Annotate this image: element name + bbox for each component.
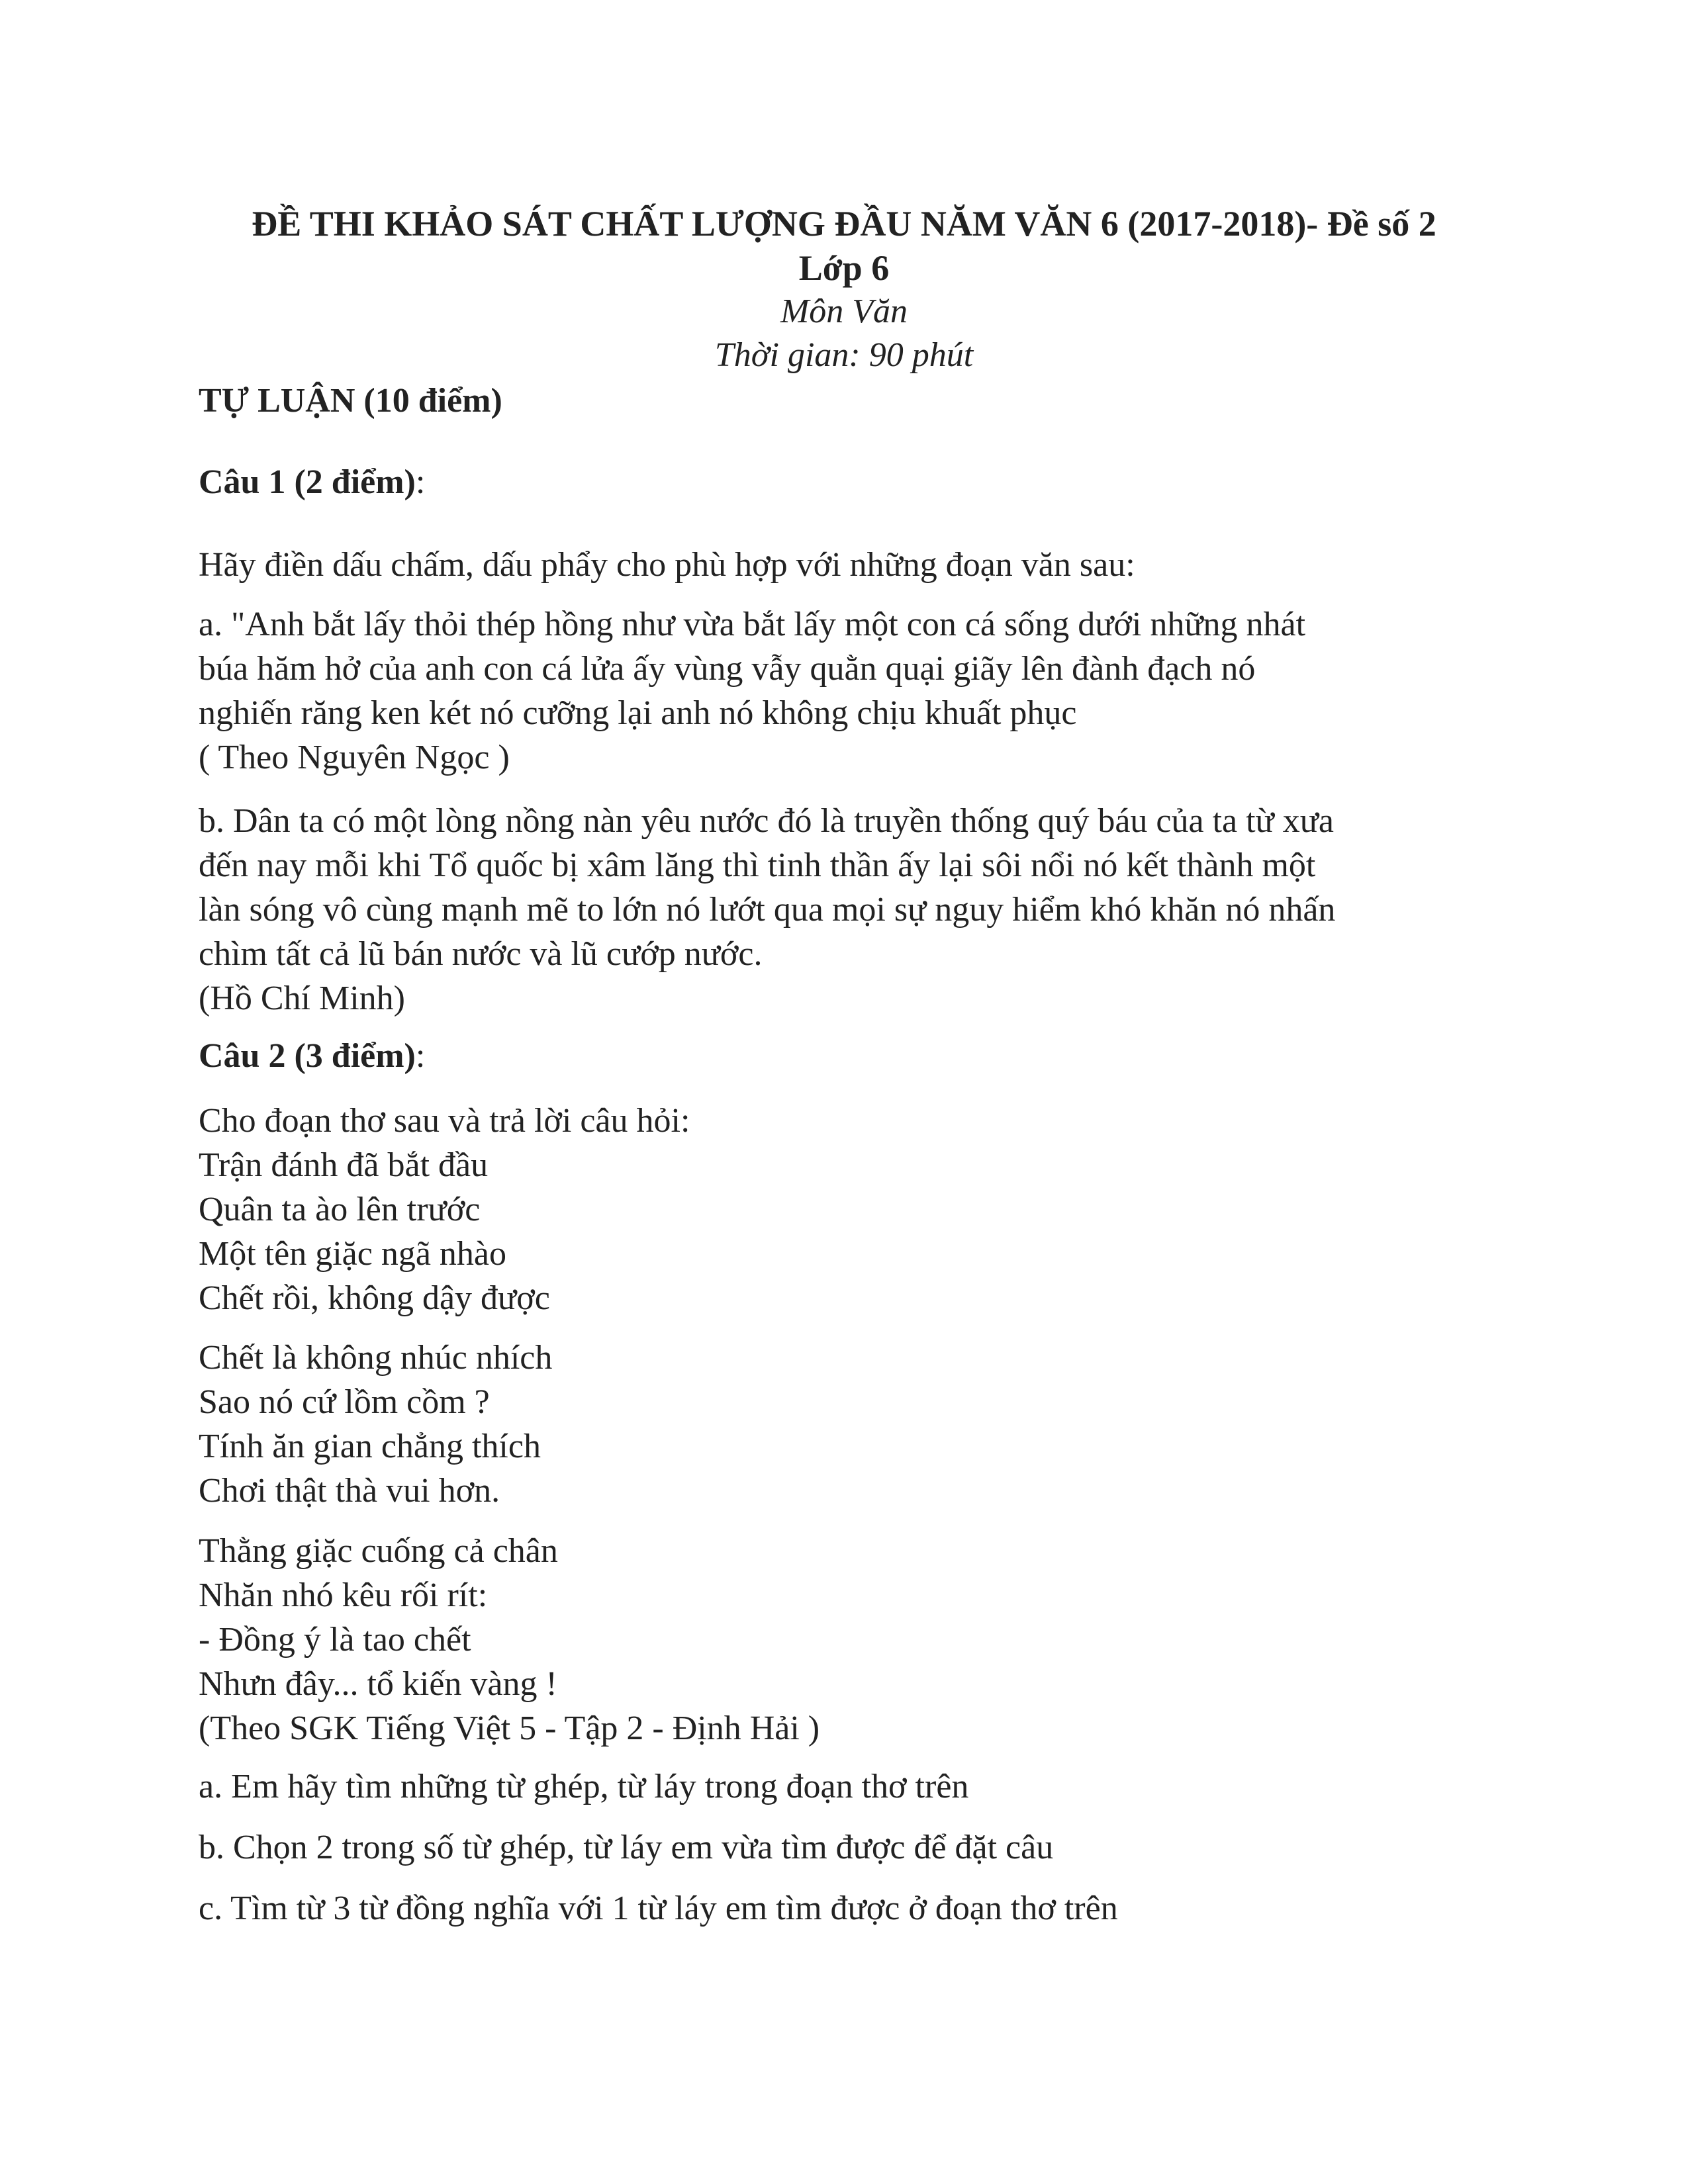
subject-label: Môn Văn bbox=[780, 293, 908, 330]
exam-title: ĐỀ THI KHẢO SÁT CHẤT LƯỢNG ĐẦU NĂM VĂN 6 (2017-2018)- Đề số 2 bbox=[252, 204, 1436, 244]
poem-line: Một tên giặc ngã nhào bbox=[199, 1235, 506, 1273]
poem-line: Chết rồi, không dậy được bbox=[199, 1279, 550, 1317]
q1-heading-line bbox=[199, 460, 425, 504]
q1-paragraph-a bbox=[199, 602, 1305, 780]
q1-paragraph-b bbox=[199, 799, 1335, 1021]
q2-stanza-2 bbox=[199, 1336, 552, 1513]
poem-line: Quân ta ào lên trước bbox=[199, 1191, 481, 1228]
grade-label: Lớp 6 bbox=[798, 248, 890, 288]
q2-stanza-1 bbox=[199, 1099, 690, 1320]
text-line: làn sóng vô cùng mạnh mẽ to lớn nó lướt qua mọi sự nguy hiểm khó khăn nó nhấn bbox=[199, 891, 1336, 929]
q2-stanza-3 bbox=[199, 1529, 820, 1751]
q1-instruction: Hãy điền dấu chấm, dấu phẩy cho phù hợp với những đoạn văn sau: bbox=[199, 546, 1135, 584]
q2-heading-line bbox=[199, 1034, 425, 1078]
poem-line: Trận đánh đã bắt đầu bbox=[199, 1146, 489, 1184]
text-line: chìm tất cả lũ bán nước và lũ cướp nước. bbox=[199, 935, 763, 973]
q2-task-c: c. Tìm từ 3 từ đồng nghĩa với 1 từ láy em tìm được ở đoạn thơ trên bbox=[199, 1889, 1118, 1927]
source-citation: (Theo SGK Tiếng Việt 5 - Tập 2 - Định Hải ) bbox=[199, 1709, 820, 1747]
poem-line: Sao nó cứ lồm cồm ? bbox=[199, 1383, 490, 1421]
text-line: b. Dân ta có một lòng nồng nàn yêu nước đó là truyền thống quý báu của ta từ xưa bbox=[199, 802, 1334, 840]
poem-line: - Đồng ý là tao chết bbox=[199, 1621, 471, 1659]
time-label: Thời gian: 90 phút bbox=[714, 336, 974, 374]
text-line: đến nay mỗi khi Tổ quốc bị xâm lăng thì tinh thần ấy lại sôi nổi nó kết thành một bbox=[199, 846, 1316, 884]
poem-line: Chơi thật thà vui hơn. bbox=[199, 1472, 500, 1510]
text-line: búa hăm hở của anh con cá lửa ấy vùng vẫy quằn quại giãy lên đành đạch nó bbox=[199, 650, 1256, 688]
q1-colon: : bbox=[415, 463, 426, 501]
source-citation: (Hồ Chí Minh) bbox=[199, 979, 405, 1017]
poem-line: Chết là không nhúc nhích bbox=[199, 1339, 553, 1377]
q2-heading: Câu 2 (3 điểm) bbox=[199, 1037, 416, 1075]
q2-task-a: a. Em hãy tìm những từ ghép, từ láy trong đoạn thơ trên bbox=[199, 1768, 969, 1805]
text-line: a. "Anh bắt lấy thỏi thép hồng như vừa bắt lấy một con cá sống dưới những nhát bbox=[199, 606, 1306, 643]
section-title: TỰ LUẬN (10 điểm) bbox=[199, 382, 502, 420]
source-citation: ( Theo Nguyên Ngọc ) bbox=[199, 739, 510, 776]
text-line: nghiến răng ken két nó cưỡng lại anh nó không chịu khuất phục bbox=[199, 694, 1077, 732]
poem-line: Nhưn đây... tổ kiến vàng ! bbox=[199, 1665, 557, 1703]
poem-line: Nhăn nhó kêu rối rít: bbox=[199, 1576, 488, 1614]
poem-line: Tính ăn gian chẳng thích bbox=[199, 1428, 541, 1465]
q2-colon: : bbox=[415, 1037, 426, 1075]
q1-heading: Câu 1 (2 điểm) bbox=[199, 463, 416, 501]
poem-line: Cho đoạn thơ sau và trả lời câu hỏi: bbox=[199, 1102, 690, 1140]
q2-task-b: b. Chọn 2 trong số từ ghép, từ láy em vừa tìm được để đặt câu bbox=[199, 1829, 1054, 1866]
poem-line: Thằng giặc cuống cả chân bbox=[199, 1532, 558, 1570]
